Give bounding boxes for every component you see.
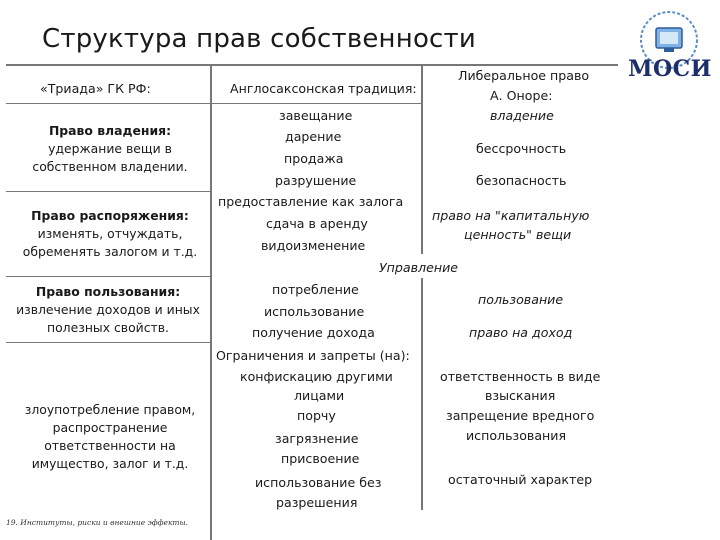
row-divider-4 xyxy=(6,342,211,343)
row-divider-3 xyxy=(6,276,211,277)
col3-capital-line2: ценность" вещи xyxy=(464,227,572,242)
logo-text: МОСИ xyxy=(628,56,712,82)
header-col3-line2: А. Оноре: xyxy=(490,88,553,103)
abuse-of-right-block xyxy=(10,401,210,473)
col-divider-upper xyxy=(421,64,423,254)
col2-item: сдача в аренду xyxy=(266,216,368,231)
block-line: ответственности на xyxy=(44,438,176,453)
right-of-use-block xyxy=(6,283,210,337)
col2-item: использование xyxy=(264,304,365,319)
col3-prohibition-line1: запрещение вредного xyxy=(446,408,595,423)
col2-item: конфискацию другими xyxy=(240,369,393,384)
block-line: обременять залогом и т.д. xyxy=(22,244,198,259)
block-line: извлечение доходов и иных xyxy=(16,302,200,317)
col3-perpetuity: бессрочность xyxy=(476,141,567,156)
col3-liability-line1: ответственность в виде xyxy=(440,369,601,384)
col3-security: безопасность xyxy=(476,173,567,188)
col2-item: порчу xyxy=(297,408,336,423)
col2-item: разрешения xyxy=(276,495,358,510)
col2-item: дарение xyxy=(285,129,342,144)
page-title: Структура прав собственности xyxy=(42,24,476,54)
col1-right-border xyxy=(210,64,212,540)
col2-item: присвоение xyxy=(281,451,360,466)
block-line: удержание вещи в xyxy=(48,141,172,156)
row-divider-1 xyxy=(6,103,422,104)
col2-item: потребление xyxy=(272,282,359,297)
block-line: собственном владении. xyxy=(32,159,188,174)
slide-footer: 19. Институты, риски и внешние эффекты. xyxy=(6,518,189,527)
col3-management: Управление xyxy=(379,260,459,275)
header-col1: «Триада» ГК РФ: xyxy=(40,81,151,96)
block-label: Право пользования: xyxy=(35,284,181,299)
col2-item: лицами xyxy=(294,388,345,403)
col2-item: получение дохода xyxy=(252,325,375,340)
col2-item: продажа xyxy=(284,151,344,166)
right-of-possession-block xyxy=(10,122,210,176)
block-line: распространение xyxy=(52,420,168,435)
block-line: полезных свойств. xyxy=(47,320,169,335)
col3-possession: владение xyxy=(490,108,554,123)
header-col2: Англосаксонская традиция: xyxy=(230,81,417,96)
block-label: Право распоряжения: xyxy=(31,208,189,223)
col2-item: разрушение xyxy=(275,173,357,188)
col3-income: право на доход xyxy=(469,325,573,340)
col-divider-lower xyxy=(421,278,423,510)
col3-prohibition-line2: использования xyxy=(466,428,567,443)
block-label: Право владения: xyxy=(48,123,172,138)
row-divider-2 xyxy=(6,191,211,192)
right-of-disposal-block xyxy=(10,207,210,261)
col3-residual: остаточный характер xyxy=(448,472,593,487)
block-line: имущество, залог и т.д. xyxy=(31,456,189,471)
col2-item: завещание xyxy=(279,108,353,123)
col2-item: использование без xyxy=(255,475,382,490)
col3-liability-line2: взыскания xyxy=(485,388,556,403)
col3-capital-line1: право на "капитальную xyxy=(432,208,590,223)
col3-use: пользование xyxy=(478,292,564,307)
col2-item: видоизменение xyxy=(261,238,366,253)
col2-item: загрязнение xyxy=(275,431,359,446)
block-line: злоупотребление правом, xyxy=(24,402,196,417)
header-col3-line1: Либеральное право xyxy=(458,68,590,83)
restrictions-heading: Ограничения и запреты (на): xyxy=(216,348,410,363)
block-line: изменять, отчуждать, xyxy=(37,226,183,241)
col2-item: предоставление как залога xyxy=(218,194,404,209)
